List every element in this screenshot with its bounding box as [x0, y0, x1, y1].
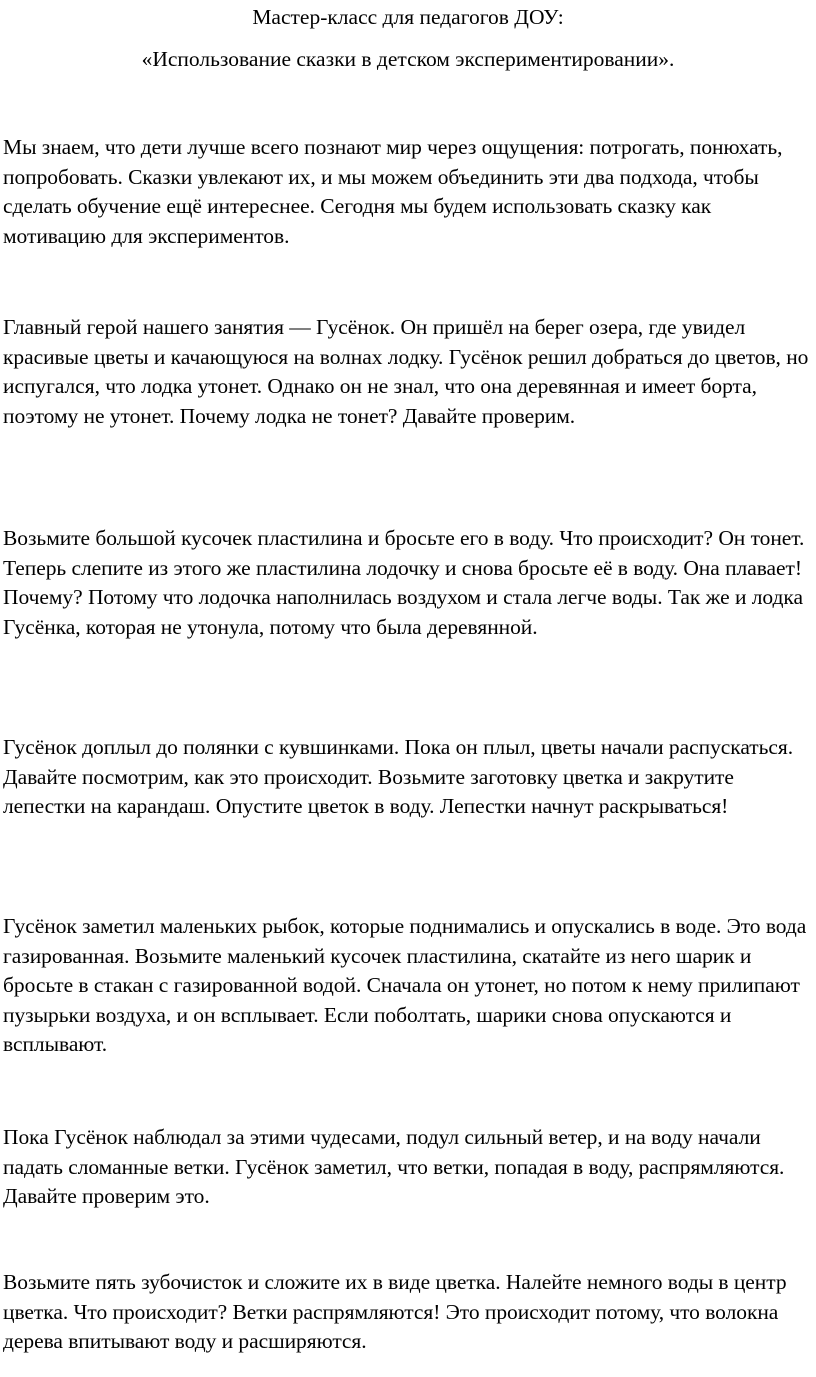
paragraph-toothpicks: Возьмите пять зубочисток и сложите их в виде цветка. Налейте немного воды в центр цветка. Что происходит? Ветки распрямляются! Это происходит потому, что волокна дерева впитывают воду и расширяются.: [3, 1270, 787, 1353]
paragraph-broken-branches: Пока Гусёнок наблюдал за этими чудесами, подул сильный ветер, и на воду начали падать сломанные ветки. Гусёнок заметил, что ветки, попадая в воду, распрямляются. Давайте проверим это.: [3, 1125, 785, 1208]
paragraph-plasticine-boat: Возьмите большой кусочек пластилина и бросьте его в воду. Что происходит? Он тонет. Теперь слепите из этого же пластилина лодочку и снова бросьте её в воду. Она плавает! Почему? Потому что лодочка наполнилась воздухом и стала легче воды. Так же и лодка Гусёнка, которая не утонула, потому что была деревянной.: [3, 526, 805, 639]
paragraph-fish-soda: Гусёнок заметил маленьких рыбок, которые поднимались и опускались в воде. Это вода газированная. Возьмите маленький кусочек пластилина, скатайте из него шарик и бросьте в стакан с газированной водой. Сначала он утонет, но потом к нему прилипают пузырьки воздуха, и он всплывает. Если поболтать, шарики снова опускаются и всплывают.: [3, 914, 807, 1056]
document-title: Мастер-класс для педагогов ДОУ:: [252, 5, 564, 29]
document-subtitle: «Использование сказки в детском экспериментировании».: [141, 47, 675, 71]
paragraph-water-lilies: Гусёнок доплыл до полянки с кувшинками. Пока он плыл, цветы начали распускаться. Давайте посмотрим, как это происходит. Возьмите заготовку цветка и закрутите лепестки на карандаш. Опустите цветок в воду. Лепестки начнут раскрываться!: [3, 735, 794, 818]
paragraph-hero-gosling: Главный герой нашего занятия — Гусёнок. Он пришёл на берег озера, где увидел красивые цветы и качающуюся на волнах лодку. Гусёнок решил добраться до цветов, но испугался, что лодка утонет. Однако он не знал, что она деревянная и имеет борта, поэтому не утонет. Почему лодка не тонет? Давайте проверим.: [3, 315, 809, 428]
paragraph-intro: Мы знаем, что дети лучше всего познают мир через ощущения: потрогать, понюхать, попробовать. Сказки увлекают их, и мы можем объединить эти два подхода, чтобы сделать обучение ещё интереснее. Сегодня мы будем использовать сказку как мотивацию для экспериментов.: [3, 135, 783, 248]
